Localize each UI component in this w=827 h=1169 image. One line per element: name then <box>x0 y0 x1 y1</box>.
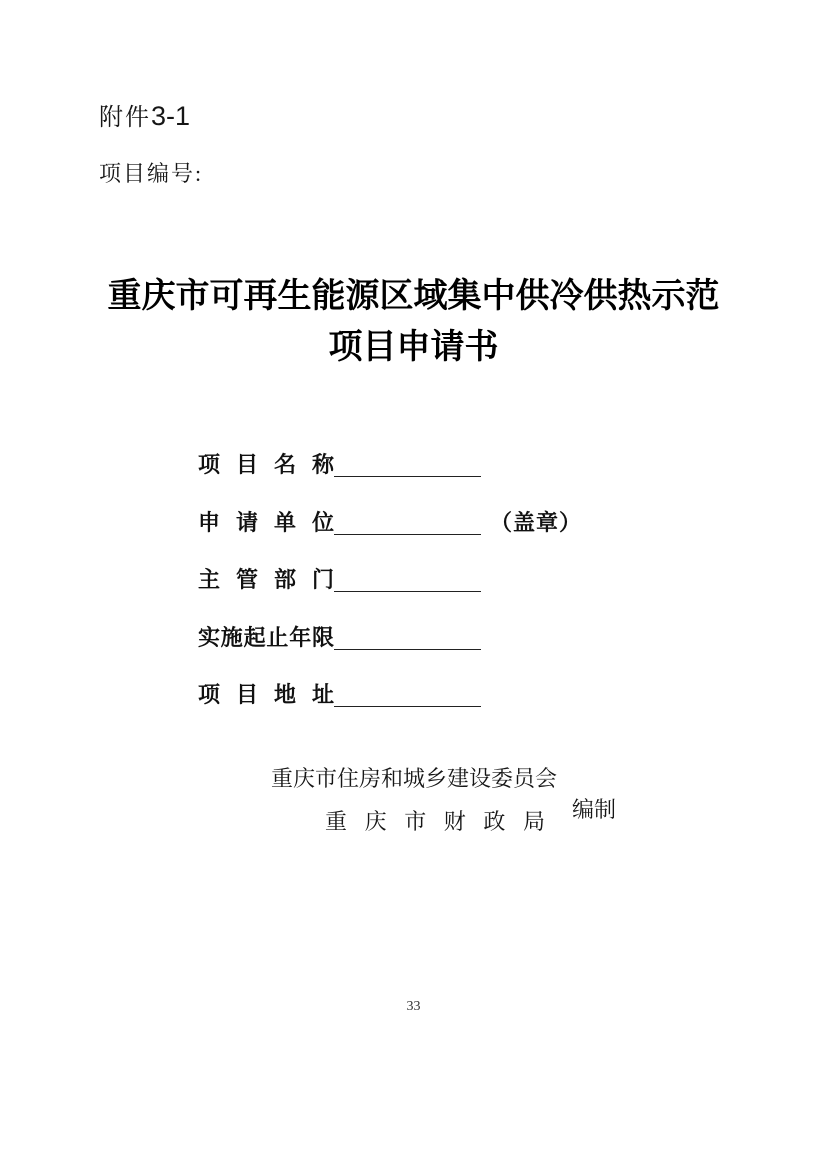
fill-in-line-applicant-unit <box>334 512 481 535</box>
fill-in-line-project-address <box>334 684 481 707</box>
seal-note: （盖章） <box>490 509 583 535</box>
form-field-project-name <box>198 452 582 478</box>
field-label-project-name: 项目名称 <box>198 452 334 477</box>
attachment-number: 3-1 <box>151 101 191 131</box>
document-title-line2: 项目申请书 <box>328 328 499 366</box>
form-field-competent-department <box>198 567 582 593</box>
fill-in-line-implementation-period <box>334 627 481 650</box>
issuing-org-finance-bureau: 重庆市财政局 <box>325 809 545 834</box>
cover-form <box>198 452 582 740</box>
page-number: 33 <box>406 999 421 1014</box>
field-label-competent-department: 主管部门 <box>198 567 334 592</box>
project-number-label: 项目编号: <box>99 161 204 186</box>
attachment-label <box>99 99 190 135</box>
field-label-applicant-unit: 申请单位 <box>198 509 334 535</box>
form-field-implementation-period <box>198 625 582 651</box>
field-label-implementation-period: 实施起止年限 <box>198 624 334 650</box>
fill-in-line-competent-department <box>334 569 481 592</box>
attachment-prefix: 附件 <box>99 105 151 131</box>
document-title-line1: 重庆市可再生能源区域集中供冷供热示范 <box>107 277 720 315</box>
compiled-by-label: 编制 <box>572 797 617 822</box>
form-field-project-address <box>198 682 582 708</box>
form-field-applicant-unit <box>198 510 582 536</box>
field-label-project-address: 项目地址 <box>198 682 334 707</box>
document-title <box>0 271 827 373</box>
fill-in-line-project-name <box>334 454 481 477</box>
issuing-org-housing-committee: 重庆市住房和城乡建设委员会 <box>271 766 558 791</box>
